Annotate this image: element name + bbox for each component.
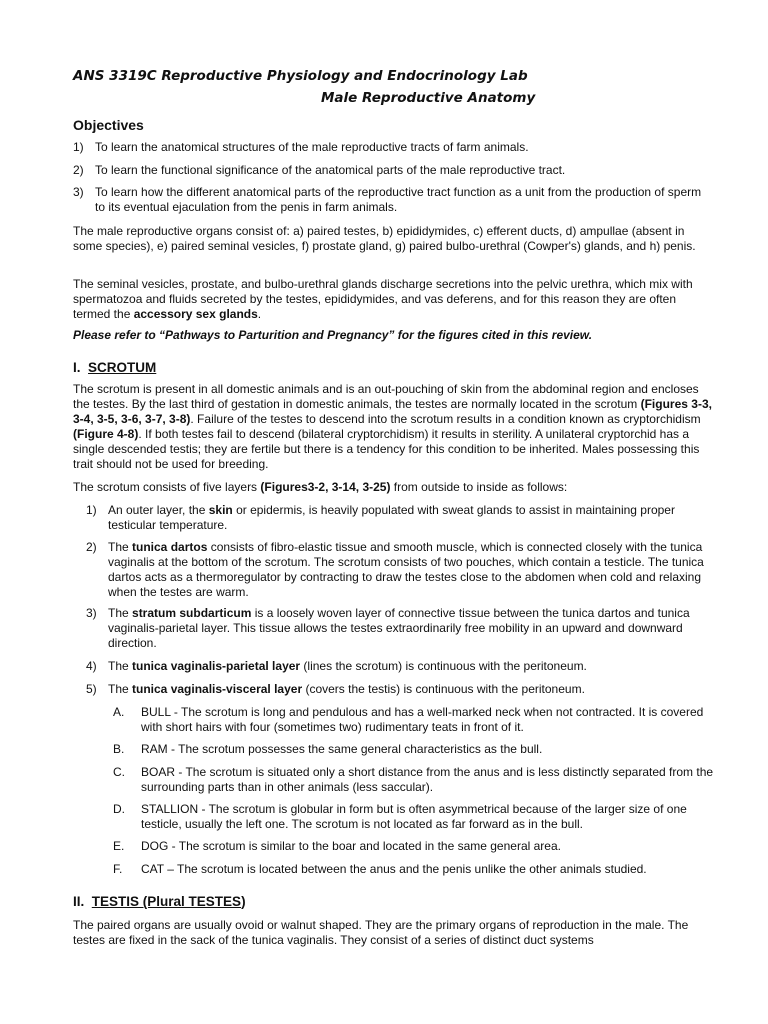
- section-number: I.: [73, 360, 81, 375]
- layer-text: is a loosely woven layer of connective tissue between the tunica dartos and tunica vaginalis-parietal layer. This tissue allows the testes extraordinarily free mobility in an upward and downward direction.: [108, 606, 690, 650]
- objectives-heading: Objectives: [73, 117, 144, 133]
- layer-text: The: [108, 540, 133, 554]
- layer-text: (lines the scrotum) is continuous with the peritoneum.: [300, 659, 587, 673]
- species-letter: A.: [113, 705, 125, 719]
- scrotum-text: The scrotum is present in all domestic animals and is an out-pouching of skin from the abdominal region and encloses the testes. By the last third of gestation in domestic animals, the testes are normally located in the scrotum: [73, 382, 699, 411]
- section-label: TESTIS (Plural TESTES: [91, 894, 242, 909]
- species-text: BULL - The scrotum is long and pendulous and has a well-marked neck when not contracted. It is covered with short hairs with four (sometimes two) rudimentary teats in front of it.: [141, 705, 704, 734]
- layer-text: (covers the testis) is continuous with the peritoneum.: [302, 682, 585, 696]
- scrotum-text: from outside to inside as follows:: [390, 480, 568, 494]
- course-title: ANS 3319C Reproductive Physiology and Endocrinology Lab: [73, 68, 528, 84]
- species-text: DOG - The scrotum is similar to the boar and located in the same general area.: [141, 839, 561, 853]
- layer-text: The: [108, 682, 133, 696]
- scrotum-layer-item: [86, 682, 706, 697]
- document-title: Male Reproductive Anatomy: [321, 90, 536, 106]
- scrotum-layer-item: [86, 606, 706, 651]
- layer-text: consists of fibro-elastic tissue and smooth muscle, which is connected closely with the tunica vaginalis at the bottom of the scrotum. The scrotum consists of two pouches, which contain a testicle. The tunica dartos acts as a thermoregulator by contracting to draw the testes close to the abdomen when cold and relaxing when the testes are warm.: [108, 540, 704, 599]
- species-item: [113, 705, 715, 735]
- section-heading-scrotum: [73, 360, 156, 375]
- scrotum-text: . If both testes fail to descend (bilateral cryptorchidism) it results in sterility. A unilateral cryptorchid has a single descended testis; they are fertile but there is a tendency for this condition to be inherited. Males possessing this trait should not be used for breeding.: [73, 427, 700, 471]
- layer-text: The: [108, 606, 133, 620]
- scrotum-layer-item: [86, 503, 706, 533]
- layer-text: An outer layer, the: [108, 503, 209, 517]
- layer-number: 2): [86, 540, 97, 554]
- layer-number: 5): [86, 682, 97, 696]
- layer-text: or epidermis, is heavily populated with sweat glands to assist in maintaining proper testicular temperature.: [108, 503, 675, 532]
- species-item: [113, 765, 715, 795]
- accessory-end: .: [257, 307, 262, 321]
- scrotum-paragraph-2: [73, 480, 713, 495]
- species-text: RAM - The scrotum possesses the same general characteristics as the bull.: [141, 742, 543, 756]
- objective-text: To learn how the different anatomical parts of the reproductive tract function as a unit from the production of sperm to its eventual ejaculation from the penis in farm animals.: [95, 185, 702, 214]
- accessory-term: accessory sex glands: [133, 307, 258, 321]
- layer-term: tunica vaginalis-parietal layer: [132, 659, 301, 673]
- intro-paragraph-organs: The male reproductive organs consist of: a) paired testes, b) epididymides, c) efferent ducts, d) ampullae (absent in some species), e) paired seminal vesicles, f) prostate gland, g) paired bulbo-urethral (Cowper's) glands, and h) penis.: [73, 224, 696, 253]
- testis-paragraph-1: The paired organs are usually ovoid or walnut shaped. They are the primary organs of reproduction in the male. The testes are fixed in the sack of the tunica vaginalis. They consist of a series of distinct duct systems: [73, 918, 689, 947]
- species-item: [113, 742, 715, 757]
- objective-item: [73, 163, 713, 178]
- objective-text: To learn the anatomical structures of the male reproductive tracts of farm animals.: [95, 140, 529, 154]
- objective-item: [73, 185, 713, 215]
- section-number: II.: [73, 894, 85, 909]
- scrotum-text: The scrotum consists of five layers: [73, 480, 261, 494]
- objective-text: To learn the functional significance of the anatomical parts of the male reproductive tract.: [95, 163, 566, 177]
- figure-reference: (Figure 4-8): [73, 427, 139, 441]
- scrotum-paragraph-1: [73, 382, 713, 472]
- species-letter: D.: [113, 802, 125, 816]
- layer-term: stratum subdarticum: [132, 606, 252, 620]
- species-text: STALLION - The scrotum is globular in form but is often asymmetrical because of the larger size of one testicle, usually the left one. The scrotum is not located as far forward as in the bull.: [141, 802, 687, 831]
- layer-term: tunica vaginalis-visceral layer: [132, 682, 303, 696]
- species-text: CAT – The scrotum is located between the anus and the penis unlike the other animals studied.: [141, 862, 647, 876]
- species-letter: E.: [113, 839, 125, 853]
- species-letter: B.: [113, 742, 125, 756]
- species-item: [113, 862, 715, 877]
- layer-term: skin: [208, 503, 233, 517]
- layer-number: 3): [86, 606, 97, 620]
- section-label-end: ): [241, 894, 246, 909]
- scrotum-layer-item: [86, 659, 706, 674]
- species-text: BOAR - The scrotum is situated only a short distance from the anus and is less distinctly separated from the surrounding parts than in other animals (less saccular).: [141, 765, 714, 794]
- species-letter: C.: [113, 765, 125, 779]
- objective-item: [73, 140, 713, 155]
- objective-number: 3): [73, 185, 84, 199]
- layer-text: The: [108, 659, 133, 673]
- species-item: [113, 802, 715, 832]
- objective-number: 1): [73, 140, 84, 154]
- section-heading-testis: [73, 894, 246, 909]
- species-item: [113, 839, 715, 854]
- figure-reference: (Figures 3-3, 3-4, 3-5, 3-6, 3-7, 3-8): [73, 397, 712, 426]
- scrotum-layer-item: [86, 540, 706, 600]
- layer-number: 1): [86, 503, 97, 517]
- species-letter: F.: [113, 862, 123, 876]
- figure-reference: (Figures3-2, 3-14, 3-25): [260, 480, 391, 494]
- intro-paragraph-accessory: [73, 277, 703, 322]
- section-label: SCROTUM: [88, 360, 157, 375]
- layer-number: 4): [86, 659, 97, 673]
- scrotum-text: . Failure of the testes to descend into the scrotum results in a condition known as cryptorchidism: [190, 412, 701, 426]
- objective-number: 2): [73, 163, 84, 177]
- accessory-text: The seminal vesicles, prostate, and bulbo-urethral glands discharge secretions into the pelvic urethra, which mix with spermatozoa and fluids secreted by the testes, epididymides, and vas deferens, and for this reason they are often termed the: [73, 277, 693, 321]
- figures-note: Please refer to “Pathways to Parturition and Pregnancy” for the figures cited in this review.: [73, 328, 593, 342]
- layer-term: tunica dartos: [132, 540, 208, 554]
